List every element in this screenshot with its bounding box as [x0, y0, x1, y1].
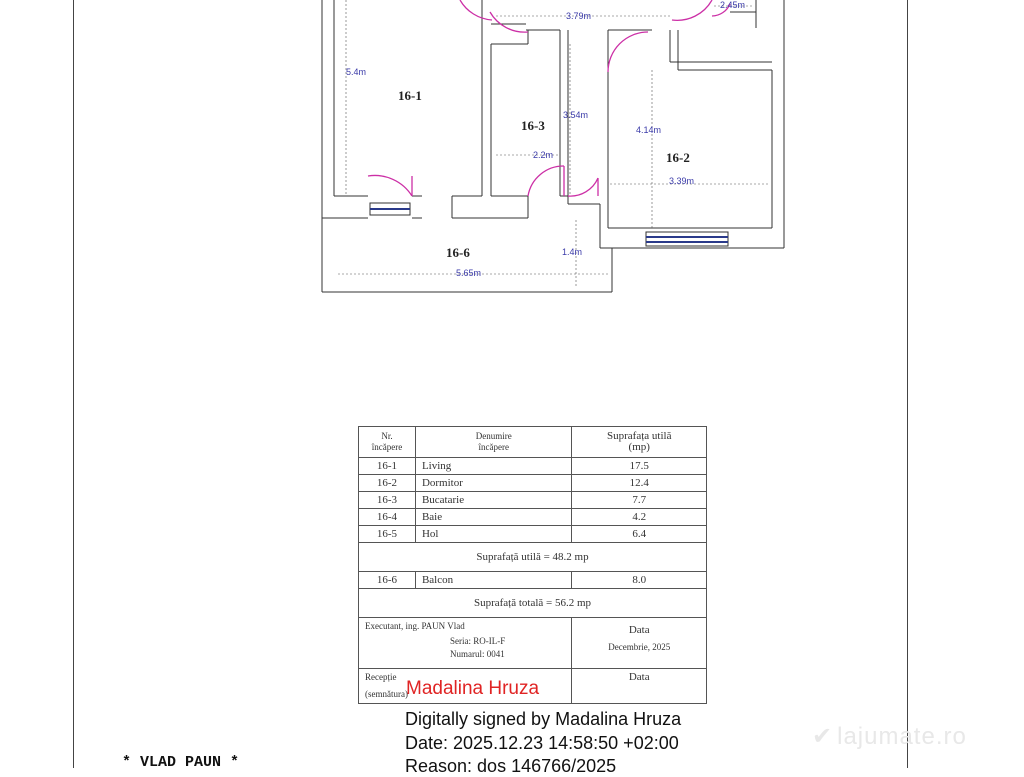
table-row [359, 458, 707, 475]
row-nr: 16-4 [359, 509, 416, 526]
dimension-label: 2.45m [720, 0, 746, 10]
room-label-16-3: 16-3 [521, 118, 545, 133]
signature-reason: Reason: dos 146766/2025 [405, 756, 617, 776]
reception-date-label: Data [628, 671, 650, 683]
executant-row [359, 618, 707, 669]
header-suprafata-line2: (mp) [628, 441, 650, 453]
executant-serie: Seria: RO-IL-F [450, 636, 506, 646]
table-row [359, 526, 707, 543]
watermark-text: lajumate.ro [837, 723, 967, 750]
useful-area-total: Suprafață utilă = 48.2 mp [359, 543, 707, 572]
dimension-label: 5.65m [456, 268, 482, 278]
row-area: 6.4 [572, 526, 707, 543]
row-name: Baie [415, 509, 572, 526]
header-nr-line1: Nr. [381, 431, 393, 441]
row-nr: 16-2 [359, 475, 416, 492]
row-area: 7.7 [572, 492, 707, 509]
date-value: Decembrie, 2025 [608, 642, 671, 652]
page-margin-left [73, 0, 74, 768]
row-nr: 16-6 [359, 572, 416, 589]
room-label-16-1: 16-1 [398, 88, 422, 103]
dimension-label: 3.79m [566, 11, 592, 21]
dimension-label: 2.2m [533, 150, 554, 160]
dimension-label: 1.4m [562, 247, 583, 257]
row-name: Balcon [415, 572, 572, 589]
page-margin-right [907, 0, 908, 768]
executant-numar: Numarul: 0041 [450, 649, 505, 659]
room-label-16-6: 16-6 [446, 245, 470, 260]
dimension-label: 3.54m [563, 110, 589, 120]
watermark-logo-icon: ✔ [812, 723, 834, 750]
date-label: Data [628, 624, 650, 636]
table-header-row [359, 427, 707, 458]
table-row [359, 572, 707, 589]
dimension-label: 3.39m [669, 176, 695, 186]
row-name: Dormitor [415, 475, 572, 492]
row-area: 4.2 [572, 509, 707, 526]
watermark [812, 722, 967, 751]
window-icon [370, 203, 728, 246]
door-swing-icon [368, 0, 730, 196]
header-nr-line2: încăpere [371, 442, 403, 452]
dimension-label: 4.14m [636, 125, 662, 135]
table-row [359, 492, 707, 509]
walls [322, 0, 784, 292]
header-denumire [415, 427, 572, 458]
useful-area-row [359, 543, 707, 572]
header-nr [359, 427, 416, 458]
date-cell [572, 618, 707, 669]
total-area: Suprafață totală = 56.2 mp [359, 589, 707, 618]
reception-date-cell [572, 669, 707, 704]
signature-date: Date: 2025.12.23 14:58:50 +02:00 [405, 733, 679, 753]
header-denumire-line1: Denumire [475, 431, 512, 441]
row-name: Bucatarie [415, 492, 572, 509]
row-nr: 16-5 [359, 526, 416, 543]
header-suprafata-line1: Suprafața utilă [607, 430, 672, 442]
row-name: Living [415, 458, 572, 475]
table-row [359, 475, 707, 492]
room-area-table [358, 426, 707, 704]
digital-signature-line: Digitally signed by Madalina Hruza [405, 709, 682, 729]
table-row [359, 509, 707, 526]
stamp-text: * VLAD PAUN * [122, 754, 240, 771]
row-name: Hol [415, 526, 572, 543]
room-label-16-2: 16-2 [666, 150, 690, 165]
header-denumire-line2: încăpere [478, 442, 509, 452]
row-area: 17.5 [572, 458, 707, 475]
executant-name: Executant, ing. PAUN Vlad [365, 621, 465, 631]
row-nr: 16-1 [359, 458, 416, 475]
executant-cell [359, 618, 572, 669]
signer-name: Madalina Hruza [406, 678, 540, 699]
row-nr: 16-3 [359, 492, 416, 509]
signature-label: (semnătura) [365, 689, 408, 699]
row-area: 8.0 [572, 572, 707, 589]
reception-label: Recepție [365, 672, 397, 682]
dimension-label: 5.4m [346, 67, 367, 77]
floor-plan [300, 0, 800, 300]
total-area-row [359, 589, 707, 618]
row-area: 12.4 [572, 475, 707, 492]
header-suprafata [572, 427, 707, 458]
